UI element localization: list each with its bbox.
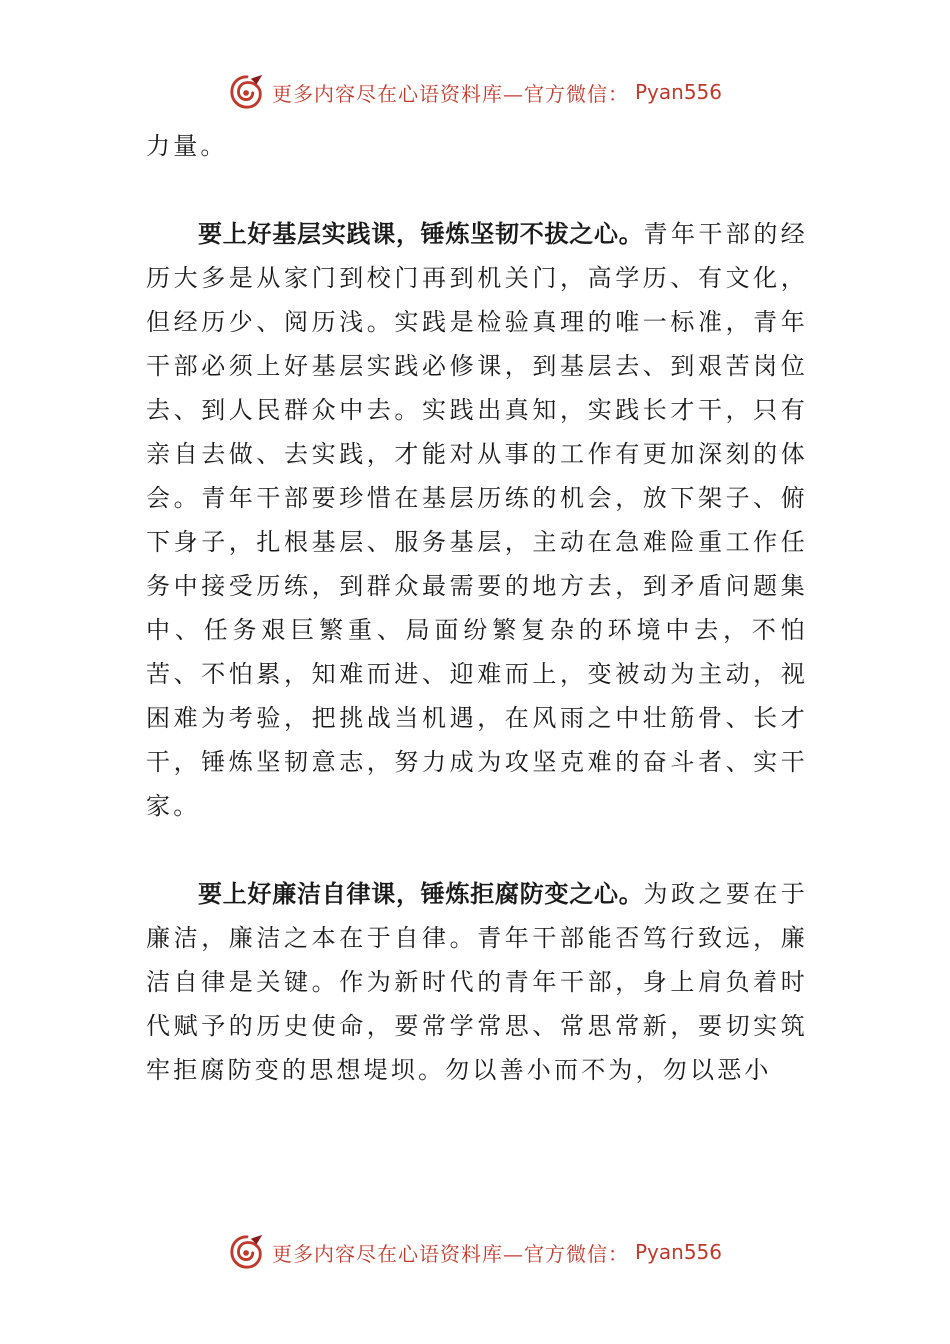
paragraph-2-text: 青年干部的经历大多是从家门到校门再到机关门，高学历、有文化，但经历少、阅历浅。实践是检验真理的唯一标准，青年干部必须上好基层实践必修课，到基层去、到艰苦岗位去、到人民群众中去。实践出真知，实践长才干，只有亲自去做、去实践，才能对从事的工作有更加深刻的体会。青年干部要珍惜在基层历练的机会，放下架子、俯下身子，扎根基层、服务基层，主动在急难险重工作任务中接受历练，到群众最需要的地方去，到矛盾问题集中、任务艰巨繁重、局面纷繁复杂的环境中去，不怕苦、不怕累，知难而进、迎难而上，变被动为主动，视困难为考验，把挑战当机遇，在风雨之中壮筋骨、长才干，锤炼坚韧意志，努力成为攻坚克难的奋斗者、实干家。 xyxy=(146,220,809,820)
footer-banner xyxy=(0,1232,950,1272)
footer-wechat-id: Pyan556 xyxy=(634,1240,722,1264)
document-body xyxy=(146,124,808,1092)
paragraph-3-text: 为政之要在于廉洁，廉洁之本在于自律。青年干部能否笃行致远，廉洁自律是关键。作为新时代的青年干部，身上肩负着时代赋予的历史使命，要常学常思、常思常新，要切实筑牢拒腐防变的思想堤坝。勿以善小而不为，勿以恶小 xyxy=(146,880,809,1084)
header-banner xyxy=(0,72,950,112)
swirl-logo-icon xyxy=(228,73,266,111)
paragraph-integrity-selfdiscipline xyxy=(146,872,808,1092)
paragraph-2-lead: 要上好基层实践课，锤炼坚韧不拔之心。 xyxy=(198,220,644,248)
paragraph-3-lead: 要上好廉洁自律课，锤炼拒腐防变之心。 xyxy=(198,880,644,908)
footer-banner-text: 更多内容尽在心语资料库—官方微信： xyxy=(271,1241,629,1266)
paragraph-gap xyxy=(146,828,808,872)
paragraph-gap xyxy=(146,168,808,212)
footer-banner-inner xyxy=(228,1233,722,1271)
paragraph-1-text: 力量。 xyxy=(146,132,228,160)
header-banner-text: 更多内容尽在心语资料库—官方微信： xyxy=(271,81,629,106)
paragraph-grassroots-practice xyxy=(146,212,808,828)
header-wechat-id: Pyan556 xyxy=(634,80,722,104)
swirl-logo-icon xyxy=(228,1233,266,1271)
paragraph-continuation xyxy=(146,124,808,168)
header-banner-inner xyxy=(228,73,722,111)
